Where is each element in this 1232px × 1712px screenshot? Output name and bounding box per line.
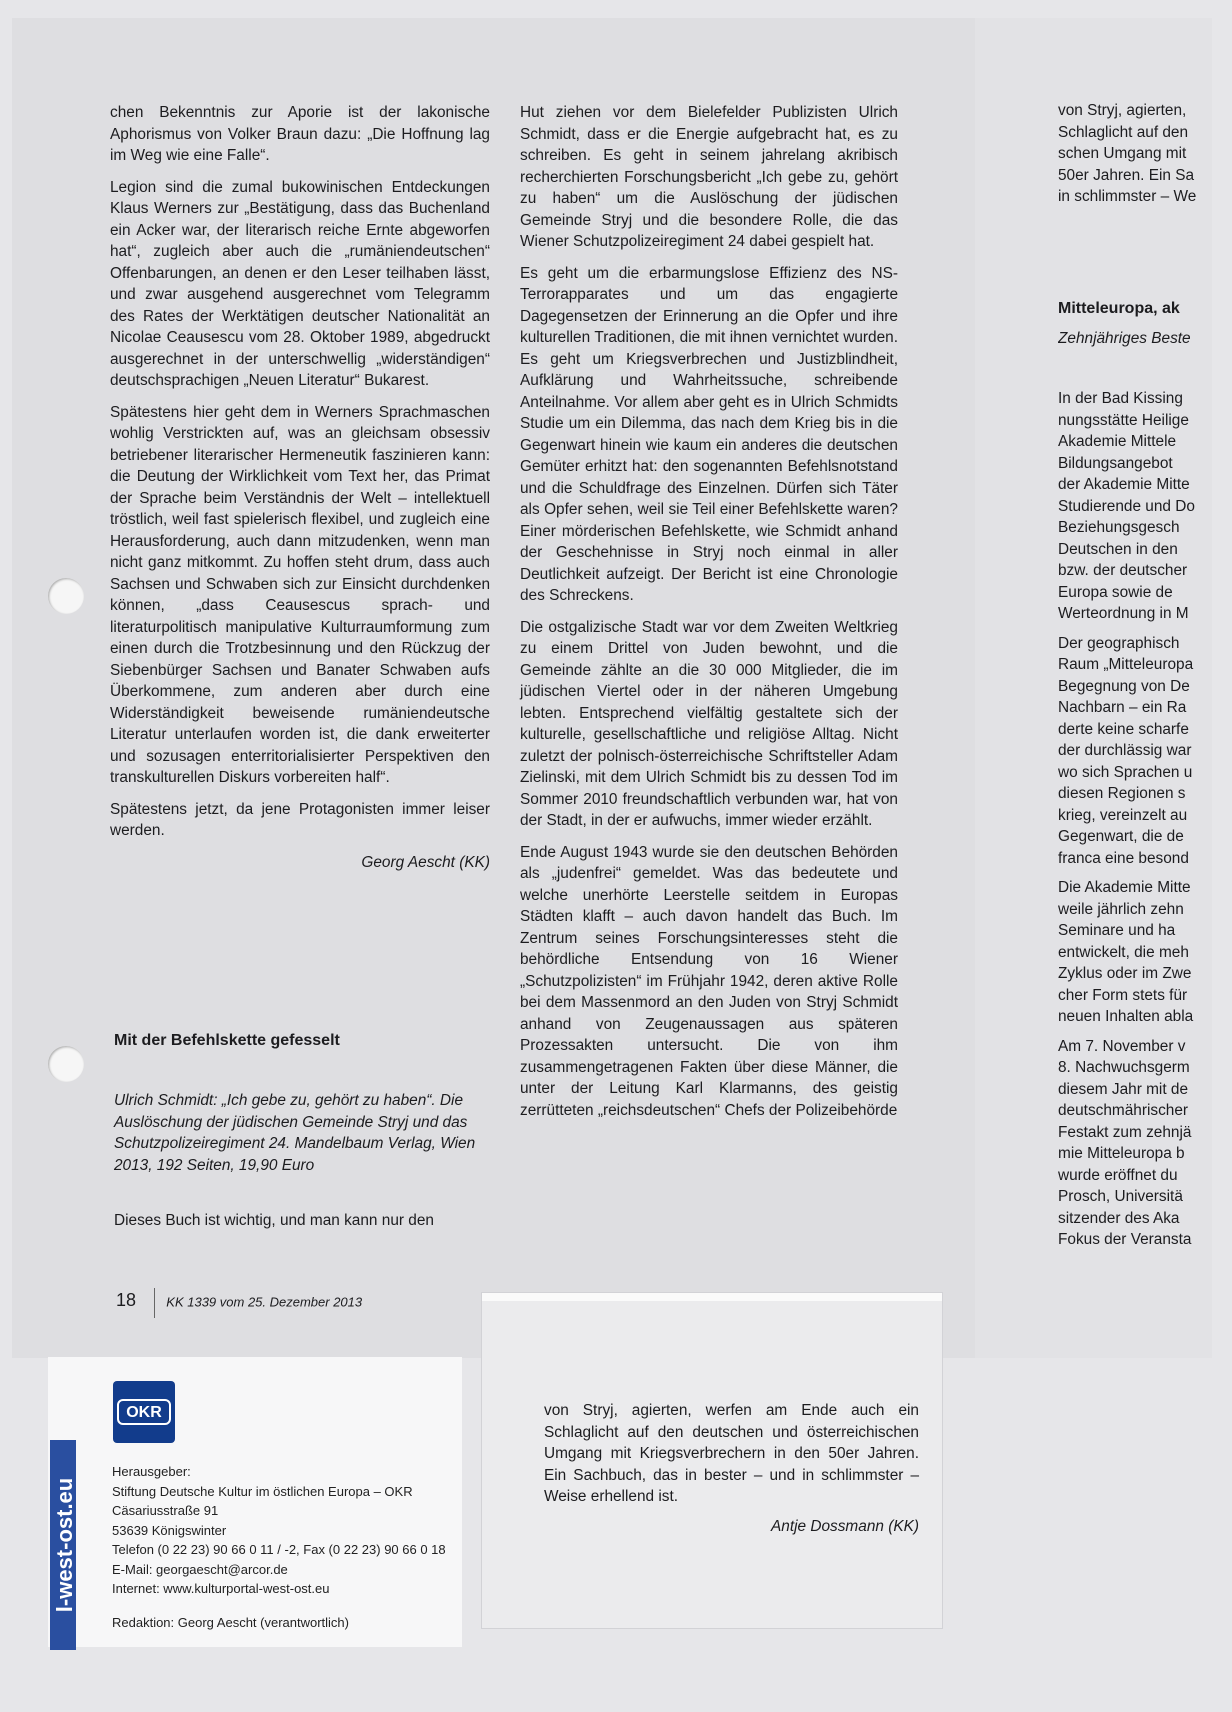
spacer <box>112 1599 446 1613</box>
imprint-line: E-Mail: georgaescht@arcor.de <box>112 1561 288 1577</box>
paragraph: Die ostgalizische Stadt war vor dem Zweiten Weltkrieg zu einem Drittel von Juden bewohnt, und die Gemeinde zählte an die 30 000 Mitglieder, die im jüdischen Viertel oder in der näheren Umgebung lebten. Entsprechend vielfältig gestaltete sich der kulturelle, gesellschaftliche und religiöse Alltag. Nicht zuletzt der polnisch-österreichische Schriftsteller Adam Zielinski, mit dem Ulrich Schmidt bis zu dessen Tod im Sommer 2010 freundschaftlich verbunden war, hat von der Stadt, in der er aufwuchs, immer wieder erzählt. <box>520 618 898 829</box>
line: in schlimmster – We <box>1058 188 1197 205</box>
website-sidebar <box>50 1440 76 1650</box>
line: wurde eröffnet du <box>1058 1166 1178 1184</box>
line: schen Umgang mit <box>1058 145 1187 162</box>
imprint-text <box>112 1462 446 1632</box>
paragraph <box>1058 877 1210 1028</box>
clipping-edge <box>482 1293 942 1301</box>
line: 8. Nachwuchsgerm <box>1058 1059 1190 1076</box>
line: sitzender des Aka <box>1058 1209 1180 1227</box>
line: diesem Jahr mit de <box>1058 1080 1189 1098</box>
clipping-signature: Antje Dossmann (KK) <box>771 1517 919 1535</box>
paragraph <box>1058 1036 1210 1251</box>
footer-divider <box>154 1288 155 1318</box>
line: der durchlässig war <box>1058 742 1192 759</box>
column-1 <box>110 102 490 883</box>
paragraph <box>1058 633 1210 870</box>
column-2 <box>520 102 898 1131</box>
imprint-line: Telefon (0 22 23) 90 66 0 11 / -2, Fax (0 22 23) 90 66 0 18 <box>112 1542 446 1557</box>
line: Gegenwart, die de <box>1058 828 1184 845</box>
line: Beziehungsgesch <box>1058 519 1180 536</box>
line: Schlaglicht auf den <box>1058 123 1189 141</box>
paragraph: Hut ziehen vor dem Bielefelder Publizisten Ulrich Schmidt, dass er die Energie aufgebracht hat, es zu schreiben. Es geht in seinem jahrelang akribisch recherchierten Forschungsbericht „Ich gebe zu, gehört zu haben“ um die Auslöschung der jüdischen Gemeinde Stryj und die besondere Rolle, die das Wiener Schutzpolizeiregiment 24 dabei gespielt hat. <box>520 104 898 250</box>
column-3-top <box>1058 100 1210 208</box>
line: der Akademie Mitte <box>1058 476 1190 493</box>
imprint-line: 53639 Königswinter <box>112 1522 227 1538</box>
line: entwickelt, die meh <box>1058 943 1189 961</box>
line: Akademie Mittele <box>1058 433 1177 450</box>
author-signature: Georg Aescht (KK) <box>361 853 490 871</box>
line: nungsstätte Heilige <box>1058 411 1189 429</box>
line: neuen Inhalten abla <box>1058 1008 1194 1025</box>
line: Nachbarn – ein Ra <box>1058 699 1187 716</box>
line: deutschmährischer <box>1058 1102 1189 1119</box>
article-headline: Mit der Befehlskette gefesselt <box>114 1032 340 1049</box>
paragraph: Es geht um die erbarmungslose Effizienz des NS-Terrorapparates und um das engagierte Dagegensetzen der Erinnerung an die Opfer und ihre kulturellen Traditionen, die mit ihnen vernichtet wurden. Es geht um Kriegsverbrechen und Justizblindheit, Aufklärung und Wahrheitssuche, schreibende Anteilnahme. Vor allem aber geht es in Ulrich Schmidts Studie um ein Dilemma, das nach dem Krieg bis in die Gegenwart hinein wie kaum ein anderes die deutschen Gemüter erhitzt hat: den sogenannten Befehlsnotstand und die Schuldfrage des Einzelnen. Dürfen sich Täter als Opfer sehen, weil sie Teil einer Befehlskette waren? Einer mörderischen Befehlskette, wie Schmidt anhand der Geschehnisse in Stryj noch einmal in aller Deutlichkeit aufzeigt. Der Bericht ist eine Chronologie des Schreckens. <box>520 264 898 604</box>
page-footer <box>116 1288 362 1318</box>
line: Die Akademie Mitte <box>1058 879 1191 896</box>
article-intro: Dieses Buch ist wichtig, und man kann nur den <box>114 1212 434 1229</box>
okr-logo <box>113 1381 175 1443</box>
imprint-editor: Redaktion: Georg Aescht (verantwortlich) <box>112 1614 349 1630</box>
imprint-line: Cäsariusstraße 91 <box>112 1503 219 1518</box>
line: franca eine besond <box>1058 849 1189 867</box>
imprint-line: Stiftung Deutsche Kultur im östlichen Europa – OKR <box>112 1483 413 1499</box>
column-3-subhead: Zehnjähriges Beste <box>1058 330 1191 347</box>
line: Festakt zum zehnjä <box>1058 1123 1192 1141</box>
paragraph: Spätestens jetzt, da jene Protagonisten immer leiser werden. <box>110 800 490 839</box>
imprint-line: Herausgeber: <box>112 1464 191 1479</box>
paragraph: Ende August 1943 wurde sie den deutschen Behörden als „judenfrei“ gemeldet. Was das bedeutete und welche unerhörte Leerstelle seitdem in Europas Städten klafft – auch davon handelt das Buch. Im Zentrum seines Forschungsinteresses steht die behördliche Entsendung von 16 Wiener „Schutzpolizisten“ im Frühjahr 1942, deren aktive Rolle bei dem Massenmord an den Juden von Stryj Schmidt anhand von Zeugenaussagen aus späteren Prozessakten untersucht. Die von ihm zusammengetragenen Fakten über diese Männer, die unter der Leitung Karl Klarmanns, des geistig zerrütteten „reichsdeutschen“ Chefs der Polizeibehörde <box>520 843 898 1119</box>
page-number: 18 <box>116 1290 137 1311</box>
line: derte keine scharfe <box>1058 720 1189 738</box>
line: bzw. der deutscher <box>1058 562 1188 579</box>
line: weile jährlich zehn <box>1058 900 1184 918</box>
line: Fokus der Veransta <box>1058 1231 1192 1248</box>
sidebar-text: l-west-ost.eu <box>52 1477 77 1613</box>
line: Der geographisch <box>1058 634 1180 652</box>
clipping-text-block <box>544 1400 919 1537</box>
line: wo sich Sprachen u <box>1058 763 1193 781</box>
book-reference: Ulrich Schmidt: „Ich gebe zu, gehört zu haben“. Die Auslöschung der jüdischen Gemeinde Stryj und das Schutzpolizeiregiment 24. Mandelbaum Verlag, Wien 2013, 192 Seiten, 19,90 Euro <box>114 1092 476 1174</box>
line: cher Form stets für <box>1058 986 1188 1004</box>
line: Europa sowie de <box>1058 583 1173 601</box>
paragraph <box>1058 388 1210 625</box>
line: von Stryj, agierten, <box>1058 102 1187 119</box>
line: Studierende und Do <box>1058 497 1195 515</box>
article-headline-block <box>114 1032 494 1050</box>
line: Prosch, Universitä <box>1058 1188 1183 1205</box>
paragraph: chen Bekenntnis zur Aporie ist der lakonische Aphorismus von Volker Braun dazu: „Die Hoffnung lag im Weg wie eine Falle“. <box>110 104 490 164</box>
line: krieg, vereinzelt au <box>1058 806 1188 824</box>
line: Am 7. November v <box>1058 1037 1186 1055</box>
line: Begegnung von De <box>1058 677 1190 695</box>
punch-hole <box>48 578 84 614</box>
logo-text: OKR <box>117 1399 171 1425</box>
line: mie Mitteleuropa b <box>1058 1145 1185 1162</box>
imprint-line: Internet: www.kulturportal-west-ost.eu <box>112 1581 330 1596</box>
paragraph: Legion sind die zumal bukowinischen Entdeckungen Klaus Werners zur „Bestätigung, dass das Buchenland ein Acker war, der literarisch reiche Ernte abgeworfen hat“, zugleich aber auch die „rumäniendeutschen“ Offenbarungen, an denen er den Leser teilhaben lässt, und zwar ausgehend ausgerechnet vom Telegramm des Rates der Werktätigen deutscher Nationalität an Nicolae Ceausescu vom 28. Oktober 1989, abgedruckt ausgerechnet in der unterschwellig „widerständigen“ deutschsprachigen „Neuen Literatur“ Bukarest. <box>110 178 490 389</box>
line: In der Bad Kissing <box>1058 390 1183 407</box>
line: Bildungsangebot <box>1058 454 1173 472</box>
paragraph: Spätestens hier geht dem in Werners Sprachmaschen wohlig Verstrickten auf, was an gleichsam obsessiv betriebener literarischer Hermeneutik faszinieren kann: die Deutung der Wirklichkeit vom Text her, das Primat der Sprache beim Verständnis der Welt – intellektuell tröstlich, weil fast spielerisch flexibel, und zugleich eine Herausforderung, auch dann mitzudenken, wenn man nicht ganz mitkommt. Zu hoffen steht drum, dass auch Sachsen und Schwaben sich zur Einsicht durchdenken können, „dass Ceausescus sprach- und literaturpolitisch manipulative Kulturraumformung zum einen durch die Trotzbesinnung und den Rückzug der Siebenbürger Sachsen und Banater Schwaben aufs Überkommene, zum anderen aber durch eine Widerständigkeit beweisende rumäniendeutsche Literatur unterlaufen worden ist, die dank erweiterter und sozusagen enterritorialisierter Perspektiven den transkulturellen Diskurs vorbereiten half“. <box>110 403 490 786</box>
line: Deutschen in den <box>1058 540 1178 558</box>
line: Zyklus oder im Zwe <box>1058 965 1192 982</box>
line: Werteordnung in M <box>1058 605 1189 622</box>
line: Raum „Mitteleuropa <box>1058 656 1194 673</box>
punch-hole <box>48 1046 84 1082</box>
issue-label: KK 1339 vom 25. Dezember 2013 <box>166 1294 363 1310</box>
column-3-headline: Mitteleuropa, ak <box>1058 300 1180 317</box>
clipping-paragraph: von Stryj, agierten, werfen am Ende auch ein Schlaglicht auf den deutschen und österreichischen Umgang mit Kriegsverbrechern in den 50er Jahren. Ein Sachbuch, das in bester – und in schlimmster – Weise erhellend ist. <box>544 1402 919 1505</box>
line: 50er Jahren. Ein Sa <box>1058 166 1195 184</box>
line: Seminare und ha <box>1058 922 1176 939</box>
column-3-body <box>1058 388 1210 1259</box>
line: diesen Regionen s <box>1058 785 1186 802</box>
